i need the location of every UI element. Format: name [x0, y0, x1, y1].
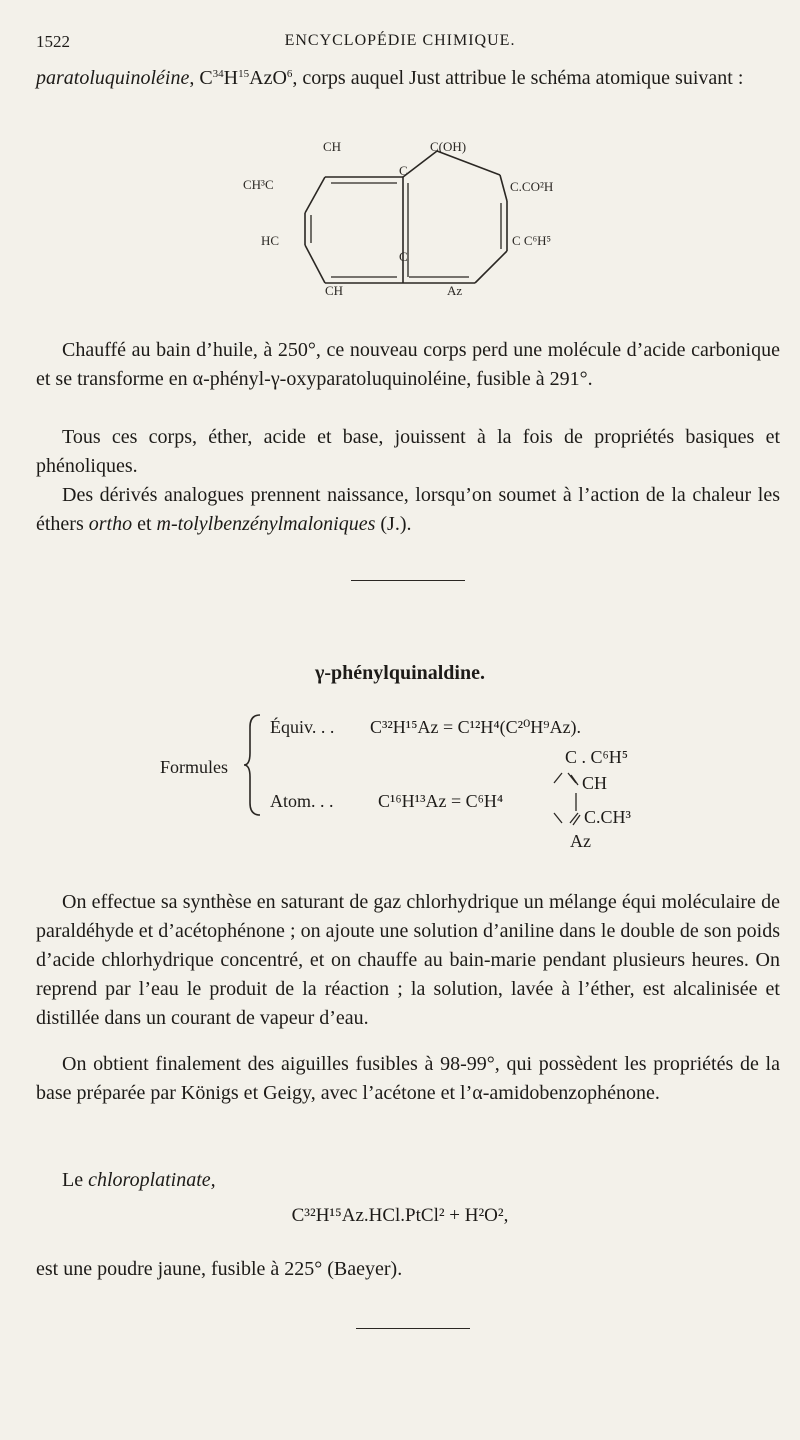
atom-formula: C¹⁶H¹³Az = C⁶H⁴	[378, 791, 504, 811]
intro-text: , corps auquel Just attribue le schéma atomique suivant :	[292, 67, 744, 89]
atom-coh: C(OH)	[430, 139, 467, 154]
struct-c-c6h5: C . C⁶H⁵	[565, 747, 629, 767]
page-number: 1522	[36, 32, 70, 51]
section-divider	[351, 580, 465, 581]
atom-cc6h5: C C⁶H⁵	[512, 233, 552, 248]
heating-paragraph: Chauffé au bain d’huile, à 250°, ce nouveau corps perd une molécule d’acide carbonique et se transforme en α-phényl-γ-oxyparatoluquinoléine, fusible à 291°.	[36, 339, 780, 390]
equiv-formula: C³²H¹⁵Az = C¹²H⁴(C²⁰H⁹Az).	[370, 717, 582, 737]
atom-ch3c: CH³C	[243, 177, 274, 192]
atom-az: Az	[447, 283, 463, 298]
struct-c-ch3: C.CH³	[584, 807, 631, 827]
ortho-term: ortho	[88, 513, 133, 535]
running-title: ENCYCLOPÉDIE CHIMIQUE.	[284, 32, 516, 49]
atom-c-top: C	[399, 163, 408, 178]
quinoline-structure-diagram	[225, 133, 585, 305]
struct-az: Az	[570, 831, 591, 851]
compound-name: paratoluquinoléine	[36, 67, 190, 89]
properties-paragraph: Tous ces corps, éther, acide et base, jouissent à la fois de propriétés basiques et phénoliques.	[36, 426, 780, 477]
atom-label: Atom. . .	[270, 791, 334, 811]
atom-ch-bottom: CH	[325, 283, 344, 298]
chloroplatinate-term: chloroplatinate,	[88, 1169, 216, 1191]
section-title: γ-phénylquinaldine.	[315, 662, 485, 684]
formulas-label: Formules	[160, 757, 229, 777]
chloroplatinate-formula: C³²H¹⁵Az.HCl.PtCl² + H²O²,	[291, 1205, 509, 1226]
intro-paragraph: paratoluquinoléine, $C^{34}H^{15}AzO^6$, corps auquel Just attribue le schéma atomique suivant :	[36, 67, 744, 89]
formulas-block	[150, 707, 670, 857]
atom-cco2h: C.CO²H	[510, 179, 554, 194]
end-divider	[356, 1328, 470, 1329]
derivatives-paragraph: Des dérivés analogues prennent naissance, lorsqu’on soumet à l’action de la chaleur les éthers ortho et m-tolylbenzénylmaloniques (J.).	[36, 484, 780, 535]
atom-hc: HC	[261, 233, 280, 248]
compound-formula: $C^{34}H^{15}AzO^6$	[199, 67, 293, 89]
equiv-label: Équiv. . .	[270, 717, 335, 737]
chloroplatinate-description: est une poudre jaune, fusible à 225° (Baeyer).	[36, 1258, 403, 1280]
brace-icon	[244, 713, 264, 817]
chloroplatinate-intro: Le chloroplatinate,	[62, 1169, 216, 1191]
synthesis-paragraph: On effectue sa synthèse en saturant de gaz chlorhydrique un mélange équi moléculaire de paraldéhyde et d’acétophénone ; on ajoute une solution d’aniline dans le double de son poids d’acide chlorhydrique concentré, et on chauffe au bain-marie pendant plusieurs heures. On reprend par l’eau le produit de la réaction ; la solution, lavée à l’éther, est alcalinisée et distillée dans un courant de vapeur d’eau.	[36, 891, 780, 1029]
struct-bonds	[542, 767, 582, 831]
atom-ch-top: CH	[323, 139, 342, 154]
needles-paragraph: On obtient finalement des aiguilles fusibles à 98-99°, qui possèdent les propriétés de la base préparée par Königs et Geigy, avec l’acétone et l’α-amidobenzophénone.	[36, 1053, 780, 1104]
struct-ch: CH	[582, 773, 608, 793]
atom-c-bottom: C	[399, 249, 408, 264]
malonic-ester-term: m-tolylbenzénylmaloniques	[156, 513, 376, 535]
running-head	[36, 32, 764, 56]
